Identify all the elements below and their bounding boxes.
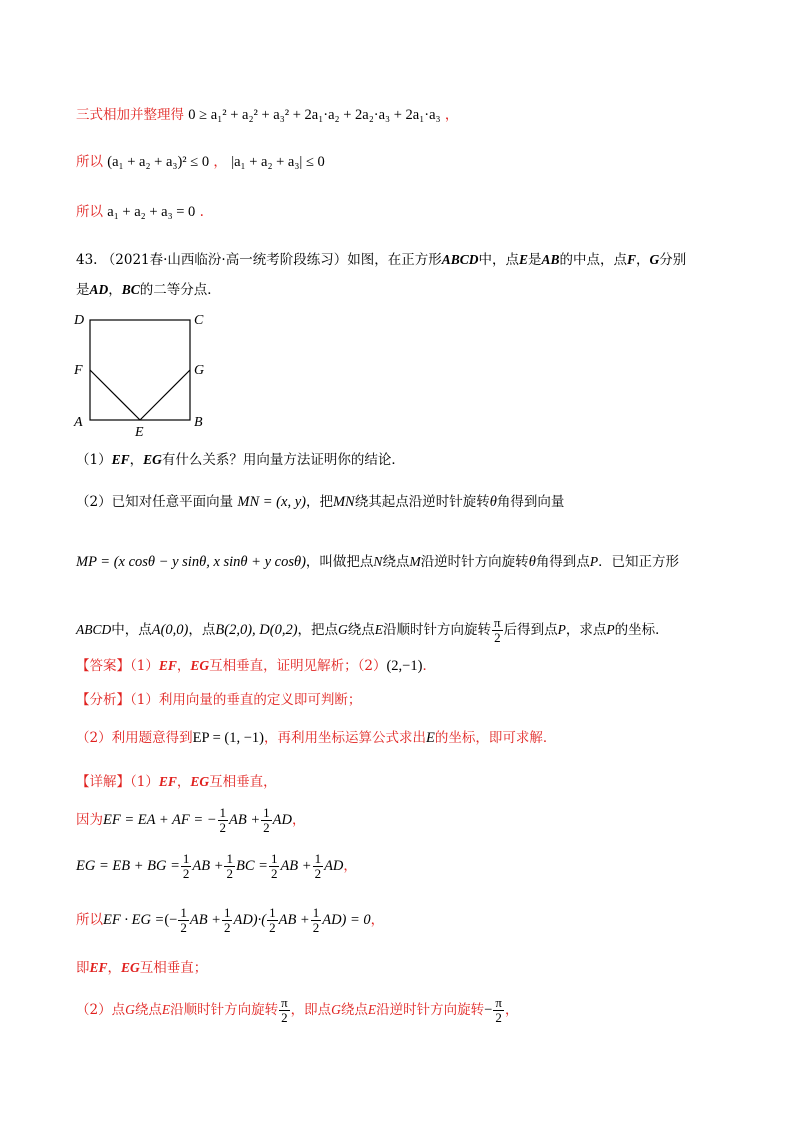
var: E <box>374 622 384 637</box>
fraction-half: $\frac{1}{2}$ <box>269 905 276 935</box>
text: 的中点，点 <box>559 252 628 268</box>
sum-line <box>76 105 458 125</box>
text: ， <box>176 658 191 674</box>
formula: MN <box>332 494 355 510</box>
fraction-half: $\frac{1}{2}$ <box>312 905 320 935</box>
formula: θ <box>528 554 536 570</box>
fraction-pi-2: $\frac{\pi}{2}$ <box>495 995 502 1025</box>
formula: − <box>484 1002 493 1018</box>
var: G <box>331 1002 341 1017</box>
var: G <box>125 1002 135 1017</box>
var: G <box>649 252 660 267</box>
fraction-half: $\frac{1}{2}$ <box>223 905 231 935</box>
text: 是 <box>76 282 90 298</box>
text: 所以 <box>76 154 103 170</box>
text: 的坐标，即可求解． <box>434 730 557 746</box>
formula: AD <box>324 858 344 874</box>
formula: AD) = 0 <box>322 912 371 928</box>
label-b: B <box>194 415 203 430</box>
text: 所以 <box>76 204 103 220</box>
text: ，即点 <box>290 1002 332 1018</box>
text: （2）已知对任意平面向量 <box>76 494 234 510</box>
text: 沿逆时针方向旋转 <box>376 1002 485 1018</box>
formula: B(2,0), D(0,2) <box>215 622 298 638</box>
so-line-1 <box>76 152 325 172</box>
label-g: G <box>194 363 205 378</box>
var: M <box>409 554 421 569</box>
square-figure <box>70 308 210 440</box>
text: ， <box>504 1002 519 1018</box>
part-2-line-3 <box>76 616 669 645</box>
var: EF <box>158 774 177 789</box>
label-a: A <box>74 415 83 430</box>
formula: |a₁ + a₂ + a₃| ≤ 0 <box>231 154 325 170</box>
text: 绕点 <box>347 622 375 638</box>
formula: (a₁ + a₂ + a₃)² ≤ 0 <box>107 154 210 170</box>
var: EG <box>143 452 162 467</box>
formula: AD <box>272 812 292 828</box>
text: 所以 <box>76 912 103 928</box>
var: P <box>589 554 599 569</box>
text: 的二等分点． <box>139 282 221 298</box>
text: 沿逆时针方向旋转 <box>420 554 529 570</box>
text: ， <box>291 812 306 828</box>
text: 互相垂直，证明见解析；（2） <box>209 658 387 674</box>
detail-line-4 <box>76 906 384 935</box>
part-2-line-2 <box>76 552 679 572</box>
formula: E <box>426 730 435 746</box>
part-1 <box>76 450 405 470</box>
text: 分别 <box>659 252 687 268</box>
text: 【分析】（1）利用向量的垂直的定义即可判断； <box>76 692 362 708</box>
var: G <box>338 622 348 637</box>
text: 绕其起点沿逆时针旋转 <box>354 494 490 510</box>
text: ，把点 <box>297 622 339 638</box>
text: 的坐标． <box>614 622 669 638</box>
text: 绕点 <box>382 554 410 570</box>
text: 互相垂直， <box>209 774 277 790</box>
var: P <box>557 622 566 637</box>
formula: EP = (1, −1) <box>192 730 264 746</box>
text: 【详解】（1） <box>76 774 159 790</box>
text: ，叫做把点 <box>305 554 374 570</box>
var: ABCD <box>76 622 112 637</box>
text: 角得到向量 <box>496 494 565 510</box>
detail-line-5 <box>76 958 207 978</box>
text: ，把 <box>305 494 333 510</box>
fraction-half: $\frac{1}{2}$ <box>270 851 278 881</box>
detail-line-6 <box>76 996 518 1025</box>
var: E <box>519 252 529 267</box>
text: ， <box>129 452 144 468</box>
answer-line <box>76 656 436 676</box>
var: E <box>367 1002 377 1017</box>
formula: BC = <box>235 858 268 874</box>
label-d: D <box>74 313 85 328</box>
question-number: 43. <box>76 252 98 268</box>
text: ， <box>107 960 122 976</box>
detail-line-2 <box>76 806 305 835</box>
text: 有什么关系？用向量方法证明你的结论． <box>161 452 405 468</box>
var: P <box>606 622 615 637</box>
text: ， <box>108 282 122 298</box>
formula: AD)·( <box>233 912 267 928</box>
analysis-line-2 <box>76 728 556 748</box>
so-line-2 <box>76 202 204 222</box>
fraction-half: $\frac{1}{2}$ <box>263 805 270 835</box>
formula: AB + <box>192 858 224 874</box>
var: EG <box>190 774 210 789</box>
fraction-half: $\frac{1}{2}$ <box>226 851 233 881</box>
question-line-2 <box>76 280 221 300</box>
var: EG <box>190 658 210 673</box>
text: （2）点 <box>76 1002 126 1018</box>
text: ．已知正方形 <box>598 554 680 570</box>
text: 中，点 <box>111 622 152 638</box>
var: AB <box>541 252 560 267</box>
text: ， <box>370 912 385 928</box>
label-e: E <box>135 425 144 440</box>
text: 后得到点 <box>503 622 558 638</box>
formula: 0 ≥ a₁² + a₂² + a₃² + 2a₁·a₂ + 2a₂·a₃ + 2a₁·a₃ <box>188 107 441 123</box>
text: ． <box>422 658 436 674</box>
formula: a₁ + a₂ + a₃ = 0 <box>107 204 196 220</box>
text: 角得到点 <box>535 554 590 570</box>
label-f: F <box>74 363 83 378</box>
square-abcd <box>90 320 190 420</box>
text: （2）利用题意得到 <box>76 730 193 746</box>
formula: (2,−1) <box>386 658 423 674</box>
formula: MP = (x cosθ − y sinθ, x sinθ + y cosθ) <box>76 554 306 570</box>
part-2-line-1 <box>76 492 564 512</box>
formula: EG = EB + BG = <box>76 858 180 874</box>
text: 绕点 <box>340 1002 368 1018</box>
segment-ge <box>140 370 190 420</box>
formula: MN = (x, y) <box>237 494 306 510</box>
text: ， <box>176 774 191 790</box>
var: EG <box>121 960 140 975</box>
formula: A(0,0) <box>151 622 189 638</box>
analysis-line-1 <box>76 690 361 710</box>
text: . <box>199 204 204 220</box>
formula: AB + <box>278 912 310 928</box>
text: ，再利用坐标运算公式求出 <box>264 730 426 746</box>
formula: AB + <box>280 858 312 874</box>
fraction-half: $\frac{1}{2}$ <box>182 851 190 881</box>
var: AD <box>89 282 109 297</box>
text: 沿顺时针方向旋转 <box>383 622 492 638</box>
text: ， <box>636 252 650 268</box>
fraction-pi-2: $\frac{\pi}{2}$ <box>494 615 501 645</box>
var: N <box>373 554 383 569</box>
text: 因为 <box>76 812 103 828</box>
detail-line-1 <box>76 772 277 792</box>
text: 沿顺时针方向旋转 <box>170 1002 279 1018</box>
text: ，求点 <box>565 622 607 638</box>
detail-line-3 <box>76 852 357 881</box>
var: F <box>627 252 637 267</box>
text: ， <box>213 154 227 170</box>
text: ， <box>343 858 357 874</box>
segment-fe <box>90 370 140 420</box>
text: 三式相加并整理得 <box>76 107 184 123</box>
var: EF <box>111 452 130 467</box>
var: ABCD <box>441 252 479 267</box>
fraction-half: $\frac{1}{2}$ <box>180 905 187 935</box>
question-line-1 <box>76 250 686 270</box>
formula: EF · EG = <box>103 912 165 928</box>
text: 互相垂直； <box>139 960 208 976</box>
label-c: C <box>194 313 204 328</box>
formula: θ <box>489 494 497 510</box>
fraction-half: $\frac{1}{2}$ <box>219 805 227 835</box>
var: BC <box>121 282 140 297</box>
fraction-half: $\frac{1}{2}$ <box>314 851 322 881</box>
fraction-pi-2: $\frac{\pi}{2}$ <box>281 995 288 1025</box>
text: ， <box>444 107 459 123</box>
formula: EF = EA + AF = − <box>103 812 217 828</box>
text: 是 <box>528 252 542 268</box>
formula: AB + <box>229 812 261 828</box>
text: ，点 <box>188 622 216 638</box>
var: EF <box>158 658 177 673</box>
formula: AB + <box>189 912 221 928</box>
text: （2021春·山西临汾·高一统考阶段练习）如图，在正方形 <box>101 252 442 268</box>
text: 中，点 <box>478 252 519 268</box>
text: 绕点 <box>134 1002 162 1018</box>
text: 即 <box>76 960 90 976</box>
text: 【答案】（1） <box>76 658 159 674</box>
var: EF <box>89 960 108 975</box>
formula: (− <box>164 912 178 928</box>
text: （1） <box>76 452 112 468</box>
var: E <box>161 1002 171 1017</box>
